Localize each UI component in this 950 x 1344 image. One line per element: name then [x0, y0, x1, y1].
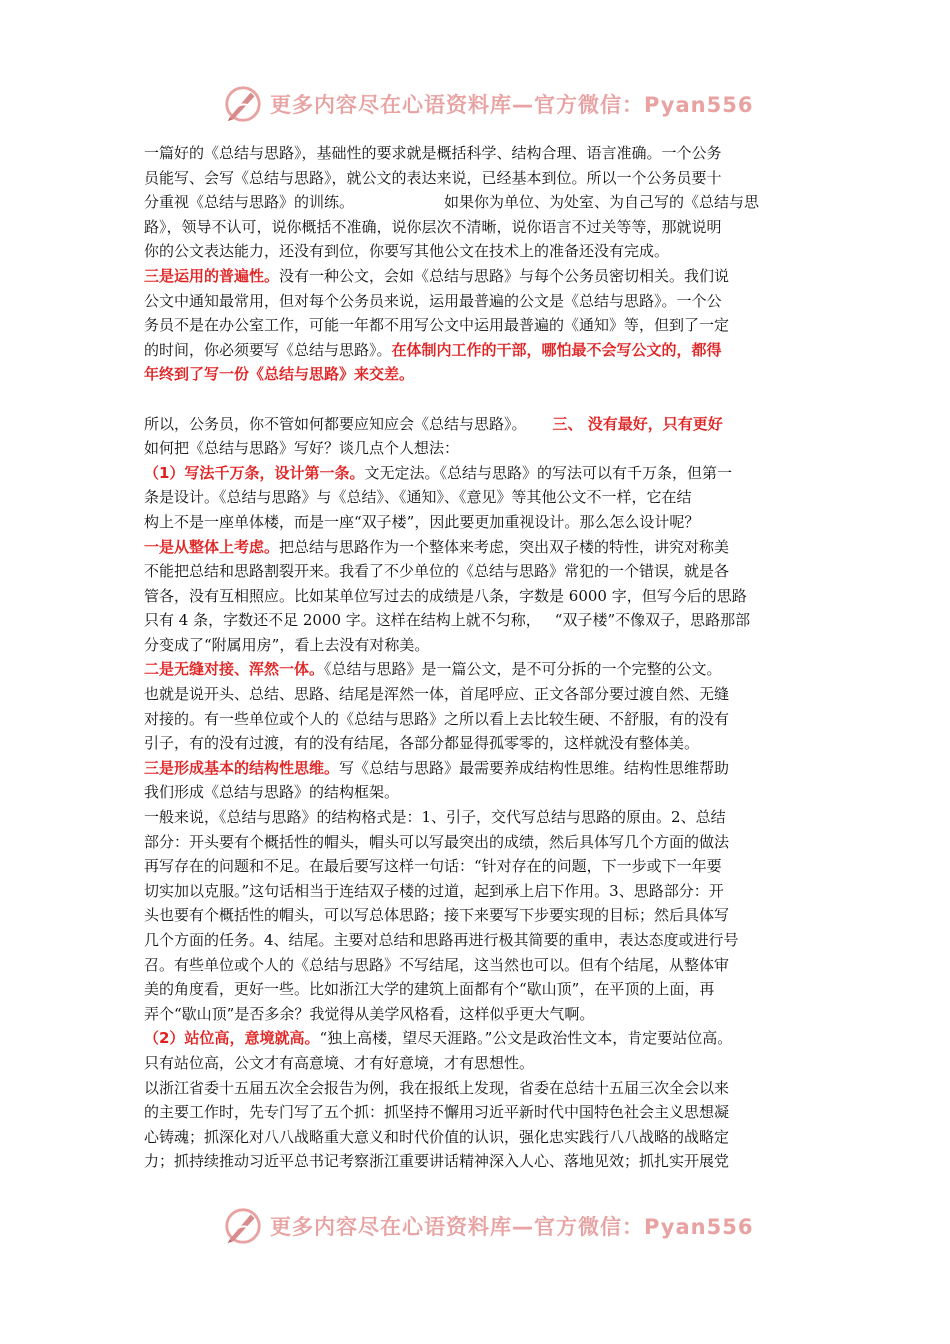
- text-segment: 美的角度看，更好一些。比如浙江大学的建筑上面都有个“歇山顶”，在平顶的上面，再: [144, 980, 715, 999]
- text-segment: 员能写、会写《总结与思路》，就公文的表达来说，已经基本到位。所以一个公务员要十: [144, 168, 722, 187]
- text-line: [144, 412, 816, 437]
- pen-logo-icon: [222, 83, 264, 125]
- text-segment: 分重视《总结与思路》的训练。: [144, 193, 355, 212]
- text-line: [144, 559, 816, 584]
- text-segment: 再写存在的问题和不足。在最后要写这样一句话：“针对存在的问题，下一步或下一年要: [144, 857, 722, 876]
- text-segment: 分变成了“附属用房”，看上去没有对称美。: [144, 635, 430, 654]
- text-line: [144, 780, 816, 805]
- text-line: [144, 1076, 816, 1101]
- text-segment: 一篇好的《总结与思路》，基础性的要求就是概括科学、结构合理、语言准确。一个公务: [144, 144, 722, 162]
- text-segment: 我们形成《总结与思路》的结构框架。: [144, 783, 400, 802]
- article-body: [144, 141, 816, 1174]
- text-segment: 切实加以克服。”这句话相当于连结双子楼的过道，起到承上启下作用。3、思路部分：开: [144, 881, 724, 900]
- text-segment: 头也要有个概括性的帽头，可以写总体思路；接下来要写下步要实现的目标；然后具体写: [144, 906, 730, 925]
- text-segment: 你的公文表达能力，还没有到位，你要写其他公文在技术上的准备还没有完成。: [144, 242, 670, 261]
- text-line: [144, 485, 816, 510]
- text-segment: 《总结与思路》是一篇公文，是不可分拆的一个完整的公文。: [324, 660, 722, 679]
- text-segment: 召。有些单位或个人的《总结与思路》不写结尾，这当然也可以。但有个结尾，从整体审: [144, 955, 730, 974]
- text-line: [144, 1051, 816, 1076]
- text-line: [144, 903, 816, 928]
- text-line: [144, 707, 816, 732]
- text-segment: 条是设计。《总结与思路》与《总结》、《通知》、《意见》等其他公文不一样，它在结: [144, 488, 692, 507]
- text-segment: 文无定法。《总结与思路》的写法可以有千万条，但第一: [364, 463, 732, 482]
- blank-line: [144, 387, 816, 412]
- text-segment: 路》，领导不认可，说你概括不准确，说你层次不清晰，说你语言不过关等等，那就说明: [144, 217, 722, 236]
- text-segment: 只有站位高，公文才有高意境、才有好意境，才有思想性。: [144, 1053, 535, 1072]
- text-segment: “双子楼”不像双子，思路那部: [554, 611, 751, 630]
- highlighted-heading: （1）写法千万条，设计第一条。: [144, 463, 365, 482]
- text-line: [144, 1100, 816, 1125]
- text-segment: 把总结与思路作为一个整体来考虑，突出双子楼的特性，讲究对称美: [279, 537, 730, 556]
- highlighted-heading: 年终到了写一份《总结与思路》来交差。: [144, 365, 415, 384]
- highlighted-heading: 在体制内工作的干部，哪怕最不会写公文的，都得: [391, 340, 722, 359]
- text-line: [144, 1149, 816, 1174]
- text-line: [144, 1002, 816, 1027]
- text-segment: 引子，有的没有过渡，有的没有结尾，各部分都显得孤零零的，这样就没有整体美。: [144, 734, 700, 753]
- text-line: [144, 264, 816, 289]
- text-segment: 构上不是一座单体楼，而是一座“双子楼”，因此要更加重视设计。那么怎么设计呢？: [144, 512, 700, 531]
- header-banner: [222, 80, 754, 128]
- text-line: [144, 879, 816, 904]
- highlighted-heading: 三、 没有最好，只有更好: [552, 414, 723, 433]
- text-segment: 力；抓持续推动习近平总书记考察浙江重要讲话精神深入人心、落地见效；抓扎实开展党: [144, 1152, 730, 1171]
- text-line: [144, 141, 816, 166]
- text-segment: 没有一种公文，会如《总结与思路》与每个公务员密切相关。我们说: [279, 266, 730, 285]
- text-line: [144, 190, 816, 215]
- text-line: [144, 510, 816, 535]
- text-segment: 弄个“歇山顶”是否多余？我觉得从美学风格看，这样似乎更大气啊。: [144, 1004, 595, 1023]
- text-segment: “独上高楼，望尽天涯路。”公文是政治性文本，肯定要站位高。: [319, 1029, 733, 1048]
- footer-banner-text: 更多内容尽在心语资料库—官方微信：Pyan556: [270, 1215, 754, 1239]
- text-segment: 如果你为单位、为处室、为自己写的《总结与思: [444, 193, 760, 212]
- text-line: [144, 731, 816, 756]
- text-line: [144, 953, 816, 978]
- text-line: [144, 535, 816, 560]
- text-segment: 的主要工作时，先专门写了五个抓：抓坚持不懈用习近平新时代中国特色社会主义思想凝: [144, 1103, 730, 1122]
- text-line: [144, 461, 816, 486]
- highlighted-heading: 三是形成基本的结构性思维。: [144, 758, 340, 777]
- text-segment: 只有 4 条，字数还不足 2000 字。这样在结构上就不匀称，: [144, 611, 541, 630]
- text-line: [144, 805, 816, 830]
- text-segment: 务员不是在办公室工作，可能一年都不用写公文中运用最普遍的《通知》等，但到了一定: [144, 316, 730, 335]
- text-segment: 一般来说，《总结与思路》的结构格式是：1、引子，交代写总结与思路的原由。2、总结: [144, 808, 726, 827]
- text-line: [144, 756, 816, 781]
- text-line: [144, 854, 816, 879]
- text-line: [144, 362, 816, 387]
- highlighted-heading: 二是无缝对接、浑然一体。: [144, 660, 325, 679]
- text-segment: 心铸魂；抓深化对八八战略重大意义和时代价值的认识，强化忠实践行八八战略的战略定: [144, 1127, 730, 1146]
- highlighted-heading: （2）站位高，意境就高。: [144, 1029, 320, 1048]
- text-line: [144, 338, 816, 363]
- text-line: [144, 215, 816, 240]
- text-line: [144, 977, 816, 1002]
- text-segment: 管各，没有互相照应。比如某单位写过去的成绩是八条，字数是 6000 字，但写今后的思路: [144, 586, 747, 605]
- text-segment: 写《总结与思路》最需要养成结构性思维。结构性思维帮助: [339, 758, 730, 777]
- pen-logo-icon: [222, 1205, 264, 1247]
- text-segment: 几个方面的任务。4、结尾。主要对总结和思路再进行极其简要的重申，表达态度或进行号: [144, 931, 739, 949]
- text-segment: 以浙江省委十五届五次全会报告为例，我在报纸上发现，省委在总结十五届三次全会以来: [144, 1078, 730, 1097]
- text-line: [144, 633, 816, 658]
- text-line: [144, 608, 816, 633]
- header-banner-text: 更多内容尽在心语资料库—官方微信：Pyan556: [270, 93, 754, 117]
- text-segment: 不能把总结和思路割裂开来。我看了不少单位的《总结与思路》常犯的一个错误，就是各: [144, 562, 730, 581]
- text-line: [144, 584, 816, 609]
- text-line: [144, 657, 816, 682]
- highlighted-heading: 三是运用的普遍性。: [144, 266, 280, 285]
- text-line: [144, 928, 816, 953]
- text-line: [144, 682, 816, 707]
- text-line: [144, 166, 816, 191]
- text-segment: 公文中通知最常用，但对每个公务员来说，运用最普遍的公文是《总结与思路》。一个公: [144, 291, 722, 310]
- text-segment: 的时间，你必须要写《总结与思路》。: [144, 340, 392, 359]
- text-segment: 也就是说开头、总结、思路、结尾是浑然一体，首尾呼应、正文各部分要过渡自然、无缝: [144, 685, 730, 704]
- text-segment: 部分：开头要有个概括性的帽头，帽头可以写最突出的成绩，然后具体写几个方面的做法: [144, 832, 730, 851]
- highlighted-heading: 一是从整体上考虑。: [144, 537, 280, 556]
- text-line: [144, 1125, 816, 1150]
- text-line: [144, 1026, 816, 1051]
- text-line: [144, 436, 816, 461]
- text-segment: 对接的。有一些单位或个人的《总结与思路》之所以看上去比较生硬、不舒服，有的没有: [144, 709, 730, 728]
- text-line: [144, 289, 816, 314]
- text-line: [144, 313, 816, 338]
- text-line: [144, 830, 816, 855]
- text-line: [144, 239, 816, 264]
- footer-banner: [222, 1202, 754, 1250]
- text-segment: 如何把《总结与思路》写好？谈几点个人想法：: [144, 439, 460, 458]
- text-segment: 所以，公务员，你不管如何都要应知应会《总结与思路》。: [144, 414, 527, 433]
